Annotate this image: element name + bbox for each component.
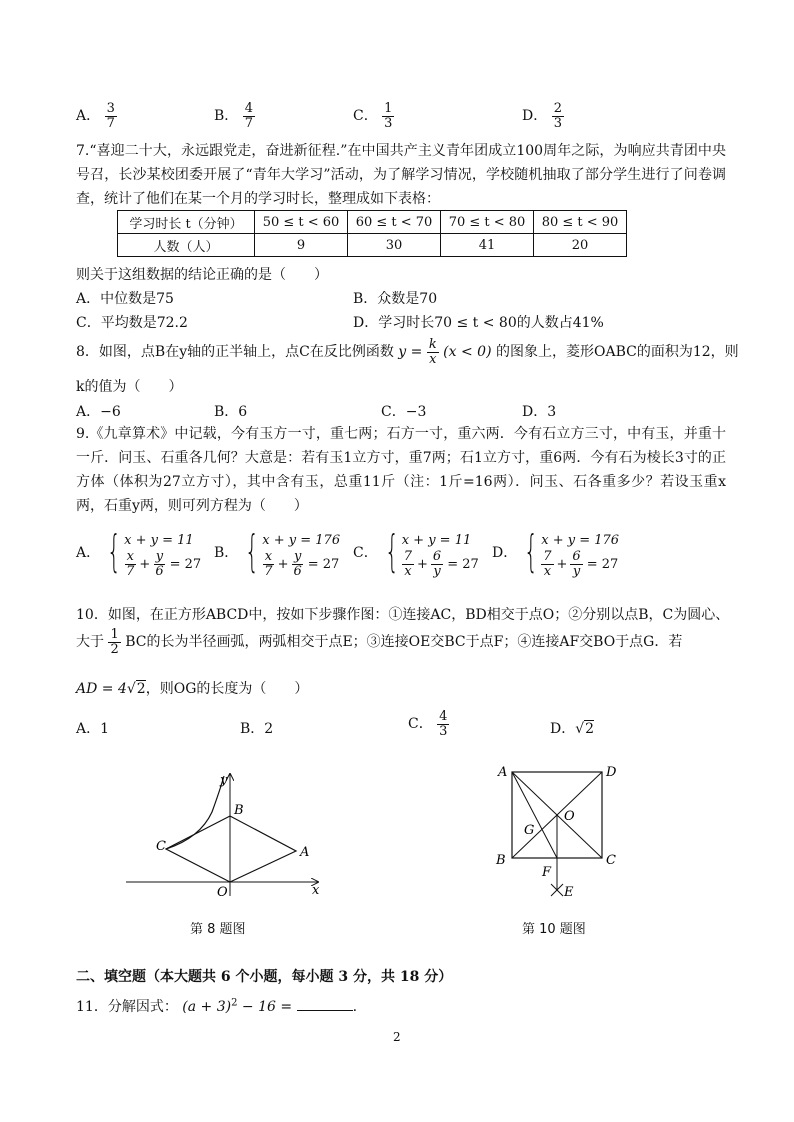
- q6-option-a: A． $\frac{3}{7}$: [76, 101, 115, 131]
- label-e: E: [564, 885, 574, 900]
- page-number: 2: [393, 1030, 401, 1044]
- label-b: B: [234, 803, 244, 818]
- q8-option-d: D．3: [522, 404, 557, 420]
- q8-option-c: C．−3: [381, 404, 427, 420]
- q8-option-a: A．−6: [76, 404, 121, 420]
- label-c: C: [156, 839, 166, 854]
- q6-option-c: C． $\frac{1}{3}$: [353, 101, 393, 131]
- q7-table-header: 60 ≤ t < 70: [348, 211, 441, 234]
- q6-option-b: B． $\frac{4}{7}$: [214, 101, 254, 131]
- q9-option-a: A． { x + y = 11 $\frac{x}{7}$ + $\frac{y}{6}$ = 27: [76, 526, 202, 579]
- q8-line2: k的值为（ ）: [76, 379, 183, 395]
- label-d: D: [606, 765, 617, 780]
- q7-table-header: 80 ≤ t < 90: [534, 211, 627, 234]
- q7-table-cell: 20: [534, 234, 627, 257]
- q7-table: [117, 210, 627, 257]
- figure-10-caption: 第 10 题图: [522, 922, 586, 937]
- q9-option-d: D． { x + y = 176 $\frac{7}{x}$ + $\frac{6}{y}$ = 27: [492, 526, 620, 579]
- q9-text: 9.《九章算术》中记载，今有玉方一寸，重七两；石方一寸，重六两．今有石立方三寸，中有玉，并重十一斤．问玉、石重各几何？大意是：若有玉1立方寸，重7两；石1立方寸，重6两．今有石为棱长3寸的正方体（体积为27立方寸），其中含有玉，总重11斤（注：1斤=16两）．问玉、石各重多少？若设玉重x两，石重y两，则可列方程为（ ）: [76, 426, 726, 514]
- label-a: A: [498, 765, 508, 780]
- q10-option-b: B．2: [240, 721, 274, 737]
- label-g: G: [524, 823, 535, 838]
- q7-table-header: 70 ≤ t < 80: [441, 211, 534, 234]
- q10-option-c: C． $\frac{4}{3}$: [408, 709, 448, 739]
- q7-table-cell: 41: [441, 234, 534, 257]
- q8-line1: 8．如图，点B在y轴的正半轴上，点C在反比例函数 y = $\frac{k}{x}$ (x < 0) 的图象上，菱形OABC的面积为12，则: [76, 337, 739, 367]
- q8-option-b: B．6: [214, 404, 248, 420]
- figure-8-caption: 第 8 题图: [190, 922, 246, 937]
- q7-table-header: 50 ≤ t < 60: [255, 211, 348, 234]
- q7-option-d: D．学习时长70 ≤ t < 80的人数占41%: [353, 315, 604, 331]
- rhombus-oabc: [166, 816, 296, 882]
- label-c: C: [606, 853, 616, 868]
- q7-stem: 则关于这组数据的结论正确的是（ ）: [76, 267, 328, 283]
- q7-table-header: 学习时长 t（分钟）: [118, 211, 255, 234]
- q7-option-c: C．平均数是72.2: [76, 315, 188, 331]
- figure-10: [490, 760, 630, 910]
- hyperbola-curve: [166, 776, 224, 849]
- q10-option-a: A．1: [76, 721, 110, 737]
- q7-table-row-label: 人数（人）: [118, 234, 255, 257]
- label-o: O: [564, 809, 575, 824]
- label-b: B: [496, 853, 506, 868]
- section-2-title: 二、填空题（本大题共 6 个小题，每小题 3 分，共 18 分）: [76, 969, 453, 985]
- q6-option-d: D． $\frac{2}{3}$: [522, 101, 562, 131]
- label-o: O: [217, 885, 228, 898]
- q10-option-d: D．√2: [550, 721, 595, 737]
- q7-option-a: A．中位数是75: [76, 291, 174, 307]
- q7-option-b: B．众数是70: [353, 291, 438, 307]
- q10-line3: AD = 4√2，则OG的长度为（ ）: [76, 681, 309, 697]
- q10-line1: 10．如图，在正方形ABCD中，按如下步骤作图：①连接AC，BD相交于点O；②分别以点B，C为圆心、: [76, 607, 730, 623]
- figure-8: [120, 768, 330, 898]
- q9-option-c: C． { x + y = 11 $\frac{7}{x}$ + $\frac{6}{y}$ = 27: [353, 526, 479, 579]
- q10-line2: 大于 $\frac{1}{2}$ BC的长为半径画弧，两弧相交于点E；③连接OE交BC于点F；④连接AF交BO于点G．若: [76, 627, 683, 657]
- q7-text: 7.“喜迎二十大，永远跟党走，奋进新征程.”在中国共产主义青年团成立100周年之际，为响应共青团中央号召，长沙某校团委开展了“青年大学习”活动，为了解学习情况，学校随机抽取了部分学生进行了问卷调查，统计了他们在某一个月的学习时长，整理成如下表格：: [76, 143, 726, 207]
- q11-answer-blank[interactable]: [297, 1010, 353, 1011]
- label-a: A: [300, 845, 310, 860]
- line-af: [512, 772, 557, 858]
- q11-text: 11．分解因式： $(a + 3)^2 - 16$ = .: [76, 997, 358, 1015]
- q9-option-b: B． { x + y = 176 $\frac{x}{7}$ + $\frac{y}{6}$ = 27: [214, 526, 341, 579]
- q7-table-cell: 30: [348, 234, 441, 257]
- label-x: x: [312, 883, 320, 898]
- q7-table-cell: 9: [255, 234, 348, 257]
- label-f: F: [542, 865, 552, 880]
- label-y: y: [220, 773, 228, 788]
